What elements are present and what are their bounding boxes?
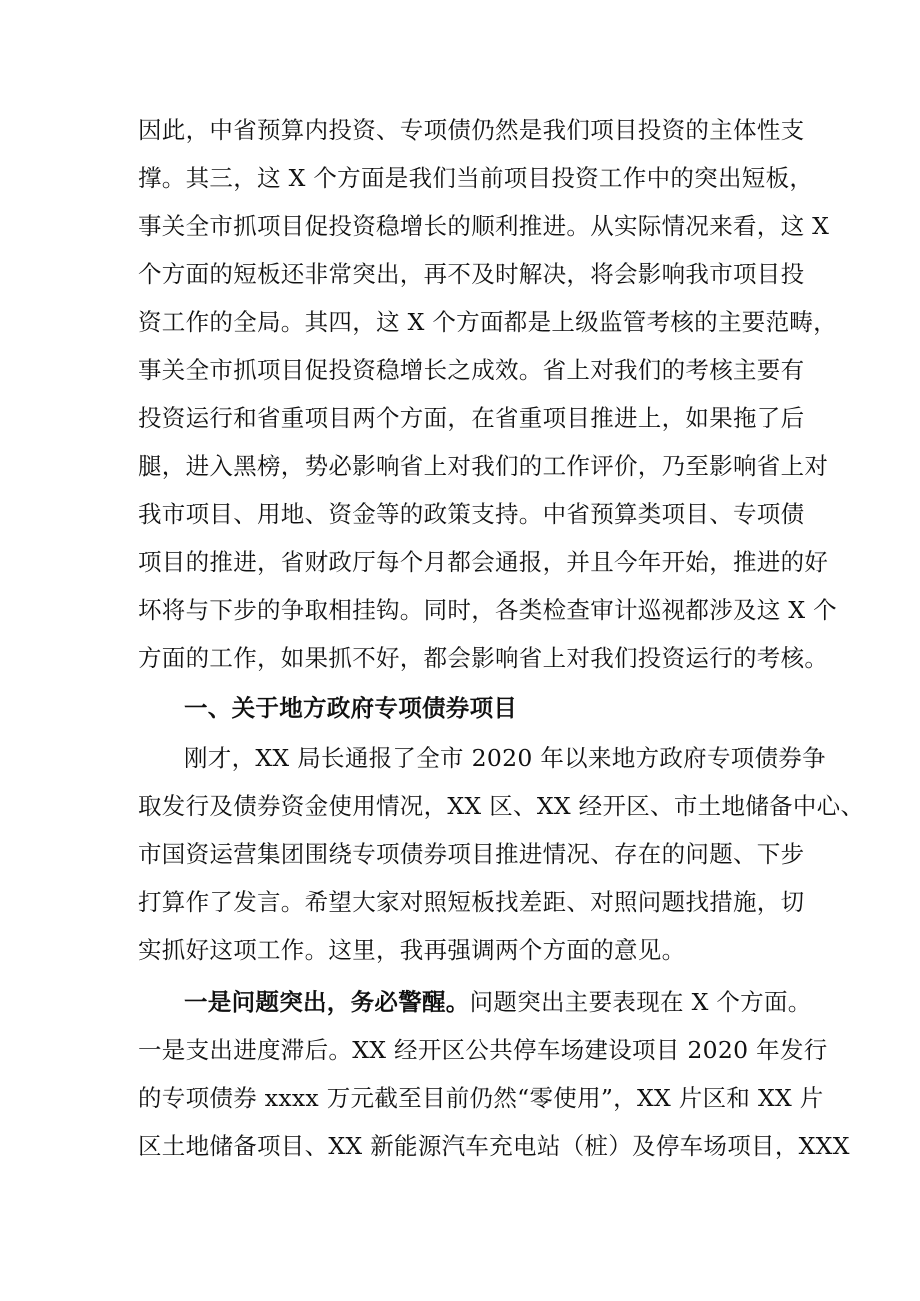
text-line: 打算作了发言。希望大家对照短板找差距、对照问题找措施，切 — [138, 888, 805, 916]
text-line: 投资运行和省重项目两个方面，在省重项目推进上，如果拖了后 — [138, 404, 805, 432]
text-line: 撑。其三，这 X 个方面是我们当前项目投资工作中的突出短板， — [138, 164, 814, 192]
text-line: 实抓好这项工作。这里，我再强调两个方面的意见。 — [138, 936, 686, 964]
text-line: 的专项债券 xxxx 万元截至目前仍然“零使用”，XX 片区和 XX 片 — [138, 1084, 824, 1112]
text-line: 我市项目、用地、资金等的政策支持。中省预算类项目、专项债 — [138, 500, 805, 528]
text-line: 一是支出进度滞后。XX 经开区公共停车场建设项目 2020 年发行 — [138, 1036, 828, 1064]
lead-rest-text: 问题突出主要表现在 X 个方面。 — [469, 988, 812, 1016]
paragraph-first-line — [184, 984, 812, 1020]
text-line: 刚才，XX 局长通报了全市 2020 年以来地方政府专项债券争 — [184, 744, 826, 772]
text-line: 资工作的全局。其四，这 X 个方面都是上级监管考核的主要范畴， — [138, 308, 837, 336]
text-line: 项目的推进，省财政厅每个月都会通报，并且今年开始，推进的好 — [138, 548, 829, 576]
text-line: 腿，进入黑榜，势必影响省上对我们的工作评价，乃至影响省上对 — [138, 452, 829, 480]
text-line: 因此，中省预算内投资、专项债仍然是我们项目投资的主体性支 — [138, 116, 805, 144]
section-heading: 一、关于地方政府专项债券项目 — [184, 694, 518, 722]
bold-lead-text: 一是问题突出，务必警醒。 — [184, 988, 470, 1016]
text-line: 市国资运营集团围绕专项债券项目推进情况、存在的问题、下步 — [138, 840, 805, 868]
text-line: 取发行及债券资金使用情况，XX 区、XX 经开区、市土地储备中心、 — [138, 792, 865, 820]
text-line: 个方面的短板还非常突出，再不及时解决，将会影响我市项目投 — [138, 260, 805, 288]
text-line: 事关全市抓项目促投资稳增长的顺利推进。从实际情况来看，这 X — [138, 212, 830, 240]
text-line: 坏将与下步的争取相挂钩。同时，各类检查审计巡视都涉及这 X 个 — [138, 596, 837, 624]
text-line: 方面的工作，如果抓不好，都会影响省上对我们投资运行的考核。 — [138, 644, 829, 672]
text-line: 事关全市抓项目促投资稳增长之成效。省上对我们的考核主要有 — [138, 356, 805, 384]
text-line: 区土地储备项目、XX 新能源汽车充电站（桩）及停车场项目，XXX — [138, 1132, 850, 1160]
